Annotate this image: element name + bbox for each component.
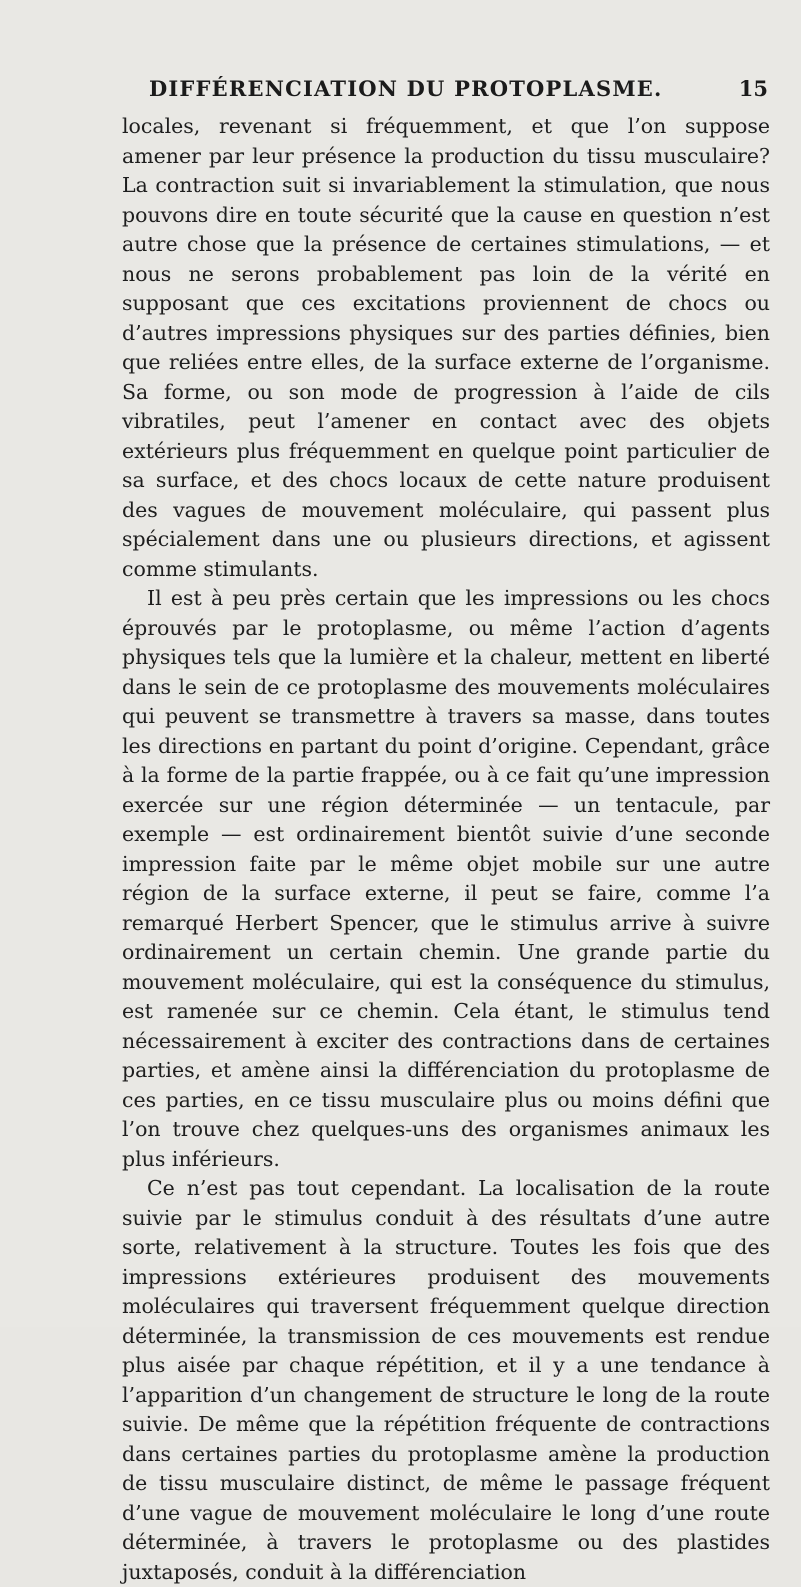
page-number: 15 xyxy=(738,76,768,101)
running-title: DIFFÉRENCIATION DU PROTOPLASME. xyxy=(149,76,663,101)
page-header xyxy=(118,76,768,106)
body-text xyxy=(122,112,770,1587)
paragraph: Il est à peu près certain que les impressions ou les chocs éprouvés par le protoplasme, ou même l’action d’agents physiques tels que la lumière et la chaleur, mettent en liberté dans le sein de ce protoplasme des mouvements moléculaires qui peuvent se transmettre à travers sa masse, dans toutes les directions en partant du point d’origine. Cependant, grâce à la forme de la partie frappée, ou à ce fait qu’une impression exercée sur une région déterminée — un tentacule, par exemple — est ordinairement bientôt suivie d’une seconde impression faite par le même objet mobile sur une autre région de la surface externe, il peut se faire, comme l’a remarqué Herbert Spencer, que le stimulus arrive à suivre ordinairement un certain chemin. Une grande partie du mouvement moléculaire, qui est la conséquence du stimulus, est ramenée sur ce chemin. Cela étant, le stimulus tend nécessairement à exciter des contractions dans de certaines parties, et amène ainsi la différenciation du protoplasme de ces parties, en ce tissu musculaire plus ou moins défini que l’on trouve chez quelques-uns des organismes animaux les plus inférieurs. xyxy=(122,586,770,1171)
paragraph: Ce n’est pas tout cependant. La localisation de la route suivie par le stimulus conduit à des résultats d’une autre sorte, relativement à la structure. Toutes les fois que des impressions extérieures produisent des mouvements moléculaires qui traversent fréquemment quelque direction déterminée, la transmission de ces mouvements est rendue plus aisée par chaque répétition, et il y a une tendance à l’apparition d’un changement de structure le long de la route suivie. De même que la répétition fréquente de contractions dans certaines parties du protoplasme amène la production de tissu musculaire distinct, de même le passage fréquent d’une vague de mouvement moléculaire le long d’une route déterminée, à travers le protoplasme ou des plastides juxtaposés, conduit à la différenciation xyxy=(122,1176,770,1584)
paragraph: locales, revenant si fréquemment, et que l’on suppose amener par leur présence la production du tissu musculaire? La contraction suit si invariablement la stimulation, que nous pouvons dire en toute sécurité que la cause en question n’est autre chose que la présence de certaines stimulations, — et nous ne serons probablement pas loin de la vérité en supposant que ces excitations proviennent de chocs ou d’autres impressions physiques sur des parties définies, bien que reliées entre elles, de la surface externe de l’organisme. Sa forme, ou son mode de progression à l’aide de cils vibratiles, peut l’amener en contact avec des objets extérieurs plus fréquemment en quelque point particulier de sa surface, et des chocs locaux de cette nature produisent des vagues de mouvement moléculaire, qui passent plus spécialement dans une ou plusieurs directions, et agissent comme stimulants. xyxy=(122,114,770,581)
